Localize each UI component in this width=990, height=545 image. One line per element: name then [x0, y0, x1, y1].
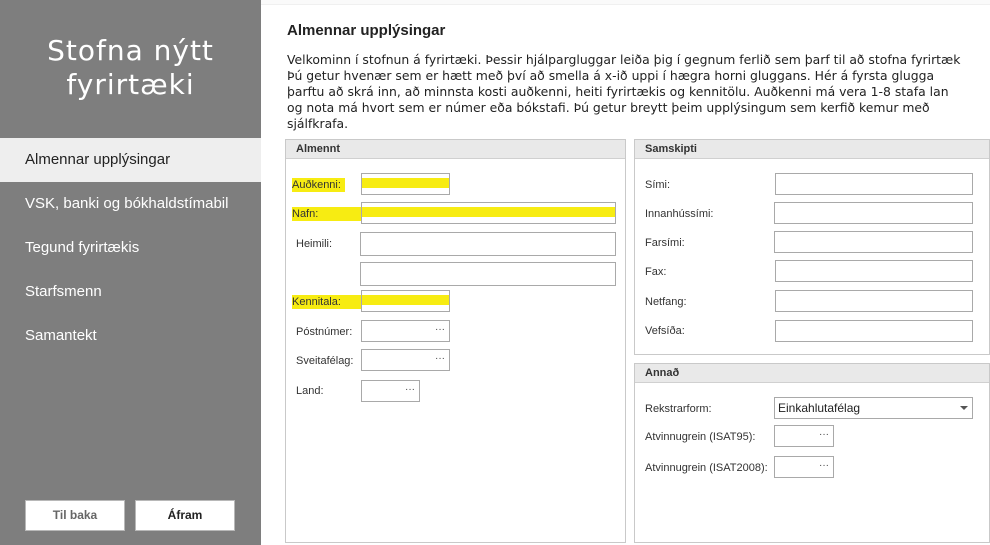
sveitarfelag-input[interactable]	[361, 349, 450, 371]
wizard-steps	[0, 138, 261, 358]
netfang-input[interactable]	[775, 290, 973, 312]
chevron-down-icon[interactable]	[960, 406, 968, 410]
annad-header: Annað	[635, 364, 989, 383]
rekstrarform-label: Rekstrarform:	[645, 403, 712, 415]
intro-text: Velkominn í stofnun á fyrirtæki. Þessir hjálpargluggar leiða þig í gegnum ferlið sem þarf til að stofna fyrirtæk Þú getur hvenær sem er hætt með því að smella á x-ið uppi í hægra horni gluggans. Hér á fyrsta glugga þarftu að skrá inn, að minnsta kosti auðkenni, heiti fyrirtækis og kennitölu. Auðkenni má vera 1-8 stafa lan og nota má hvort sem er númer eða bókstafi. Þú getur breytt þeim upplýsingum sem kerfið kemur með sjálfkrafa.	[287, 52, 961, 131]
annad-panel	[634, 363, 990, 543]
samskipti-header: Samskipti	[635, 140, 989, 159]
samskipti-panel	[634, 139, 990, 355]
land-input[interactable]	[361, 380, 420, 402]
farsimi-input[interactable]	[774, 231, 973, 253]
netfang-label: Netfang:	[645, 296, 687, 308]
isat95-lookup-icon[interactable]: ···	[819, 429, 829, 440]
page-title: Almennar upplýsingar	[287, 22, 446, 39]
innanhussimi-label: Innanhússími:	[645, 208, 714, 220]
step-almennar-upplysingar[interactable]: Almennar upplýsingar	[0, 138, 261, 182]
heimili-label: Heimili:	[296, 238, 333, 250]
step-vsk-banki[interactable]: VSK, banki og bókhaldstímabil	[25, 195, 229, 212]
heimili-input-2[interactable]	[360, 262, 616, 286]
isat95-label: Atvinnugrein (ISAT95):	[645, 431, 756, 443]
nafn-input[interactable]	[361, 202, 616, 224]
wizard-sidebar	[0, 0, 261, 545]
simi-input[interactable]	[775, 173, 973, 195]
postnumer-lookup-icon[interactable]: ···	[435, 324, 445, 335]
isat95-input[interactable]	[774, 425, 834, 447]
nafn-label: Nafn:	[292, 207, 362, 221]
farsimi-label: Farsími:	[645, 237, 685, 249]
step-samantekt[interactable]: Samantekt	[25, 327, 97, 344]
almennt-header: Almennt	[286, 140, 625, 159]
vefsida-input[interactable]	[775, 320, 973, 342]
land-label: Land:	[296, 385, 324, 397]
fax-label: Fax:	[645, 266, 667, 278]
simi-label: Sími:	[645, 179, 671, 191]
wizard-title: Stofna nýtt fyrirtæki	[47, 34, 214, 101]
step-starfsmenn[interactable]: Starfsmenn	[25, 283, 102, 300]
vefsida-label: Vefsíða:	[645, 325, 685, 337]
isat2008-input[interactable]	[774, 456, 834, 478]
postnumer-label: Póstnúmer:	[296, 326, 353, 338]
innanhussimi-input[interactable]	[774, 202, 973, 224]
almennt-panel	[285, 139, 626, 543]
sveitarfelag-label: Sveitafélag:	[296, 355, 354, 367]
rekstrarform-select[interactable]	[774, 397, 973, 419]
kennitala-input[interactable]	[361, 290, 450, 312]
isat2008-label: Atvinnugrein (ISAT2008):	[645, 462, 768, 474]
postnumer-input[interactable]	[361, 320, 450, 342]
land-lookup-icon[interactable]: ···	[405, 384, 415, 395]
fax-input[interactable]	[775, 260, 973, 282]
kennitala-label: Kennitala:	[292, 295, 362, 309]
rekstrarform-value: Einkahlutafélag	[778, 401, 861, 415]
sveitarfelag-lookup-icon[interactable]: ···	[435, 353, 445, 364]
isat2008-lookup-icon[interactable]: ···	[819, 460, 829, 471]
step-tegund-fyrirtaekis[interactable]: Tegund fyrirtækis	[25, 239, 140, 256]
next-button[interactable]: Áfram	[135, 500, 235, 531]
heimili-input-1[interactable]	[360, 232, 616, 256]
top-divider	[261, 0, 990, 5]
back-button[interactable]: Til baka	[25, 500, 125, 531]
audkenni-label: Auðkenni:	[292, 178, 345, 192]
audkenni-input[interactable]	[361, 173, 450, 195]
